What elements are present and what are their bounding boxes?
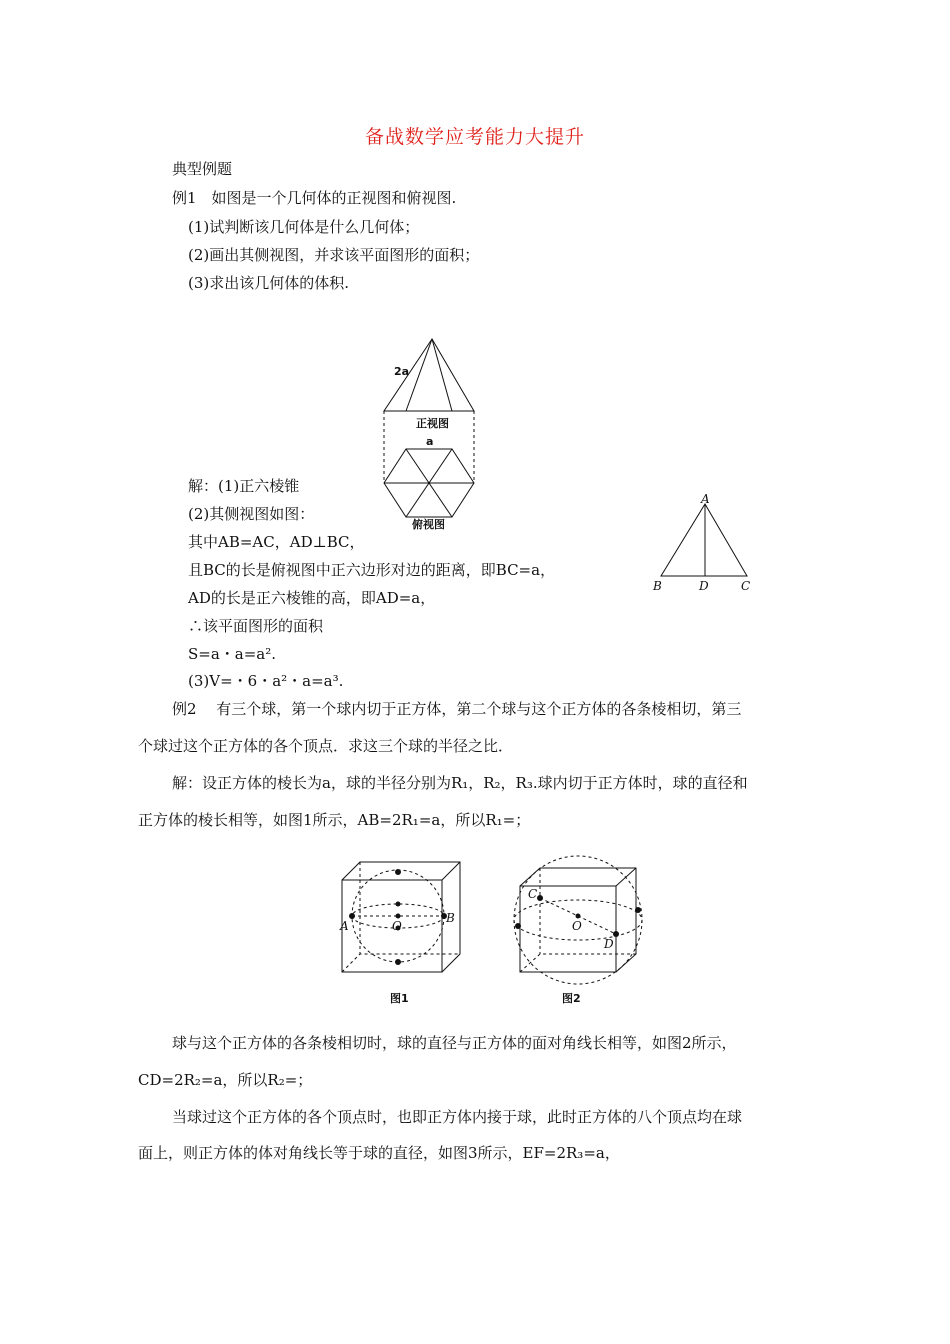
fig2-caption: 图2 <box>562 992 581 1005</box>
solution1-line-4: 且BC的长是俯视图中正六边形对边的距离，即BC=a， <box>188 561 556 579</box>
solution1-line-5: AD的长是正六棱锥的高，即AD=a， <box>188 589 436 607</box>
side-view-triangle <box>661 504 747 576</box>
paragraph3-line-2: CD=2R₂=a，所以R₂=； <box>138 1071 313 1089</box>
page-title: 备战数学应考能力大提升 <box>364 126 585 148</box>
paragraph4-line-2: 面上，则正方体的体对角线长等于球的直径，如图3所示，EF=2R₃=a， <box>138 1144 620 1162</box>
label-2a: 2a <box>394 365 410 378</box>
fig2-point-O-label: O <box>572 919 582 933</box>
point-C-label: C <box>741 579 751 593</box>
paragraph3-line-1: 球与这个正方体的各条棱相切时，球的直径与正方体的面对角线长相等，如图2所示， <box>172 1034 737 1052</box>
point-B-label: B <box>653 579 662 593</box>
section-heading: 典型例题 <box>172 160 233 178</box>
label-a: a <box>426 435 434 448</box>
example1-question-2: (2)画出其侧视图，并求该平面图形的面积； <box>188 246 480 264</box>
three-view-figure <box>370 335 490 535</box>
solution1-line-8: (3)V=・6・a²・a=a³. <box>188 672 344 690</box>
label-front-view: 正视图 <box>416 417 449 430</box>
solution2-line-2: 正方体的棱长相等，如图1所示，AB=2R₁=a，所以R₁=； <box>138 811 531 829</box>
fig2-point-D-label: D <box>604 937 614 951</box>
solution1-line-6: ∴该平面图形的面积 <box>188 617 324 635</box>
fig1-point-B-label: B <box>446 911 455 925</box>
solution1-line-1: 解：(1)正六棱锥 <box>188 477 300 495</box>
solution1-line-3: 其中AB=AC，AD⊥BC， <box>188 533 365 551</box>
point-D-label: D <box>699 579 709 593</box>
fig1-caption: 图1 <box>390 992 409 1005</box>
fig2-point-C-label: C <box>528 887 538 901</box>
side-view-triangle-figure <box>645 492 760 597</box>
sphere-cube-figures <box>330 850 650 1015</box>
solution1-line-2: (2)其侧视图如图： <box>188 505 315 523</box>
example2-line-1: 例2 有三个球，第一个球内切于正方体，第二个球与这个正方体的各条棱相切，第三 <box>172 700 742 718</box>
point-A-label: A <box>701 492 710 506</box>
example2-line-2: 个球过这个正方体的各个顶点．求这三个球的半径之比． <box>138 737 514 755</box>
paragraph4-line-1: 当球过这个正方体的各个顶点时，也即正方体内接于球，此时正方体的八个顶点均在球 <box>172 1108 743 1126</box>
solution1-line-7: S=a・a=a². <box>188 645 277 663</box>
example1-stem: 例1 如图是一个几何体的正视图和俯视图. <box>172 189 457 207</box>
solution2-line-1: 解：设正方体的棱长为a，球的半径分别为R₁，R₂，R₃.球内切于正方体时，球的直径和 <box>172 774 748 792</box>
label-top-view: 俯视图 <box>412 518 445 531</box>
fig1-point-A-label: A <box>340 919 349 933</box>
example1-question-1: (1)试判断该几何体是什么几何体； <box>188 218 420 236</box>
fig1-point-O-label: O <box>392 919 402 933</box>
example1-question-3: (3)求出该几何体的体积. <box>188 274 350 292</box>
